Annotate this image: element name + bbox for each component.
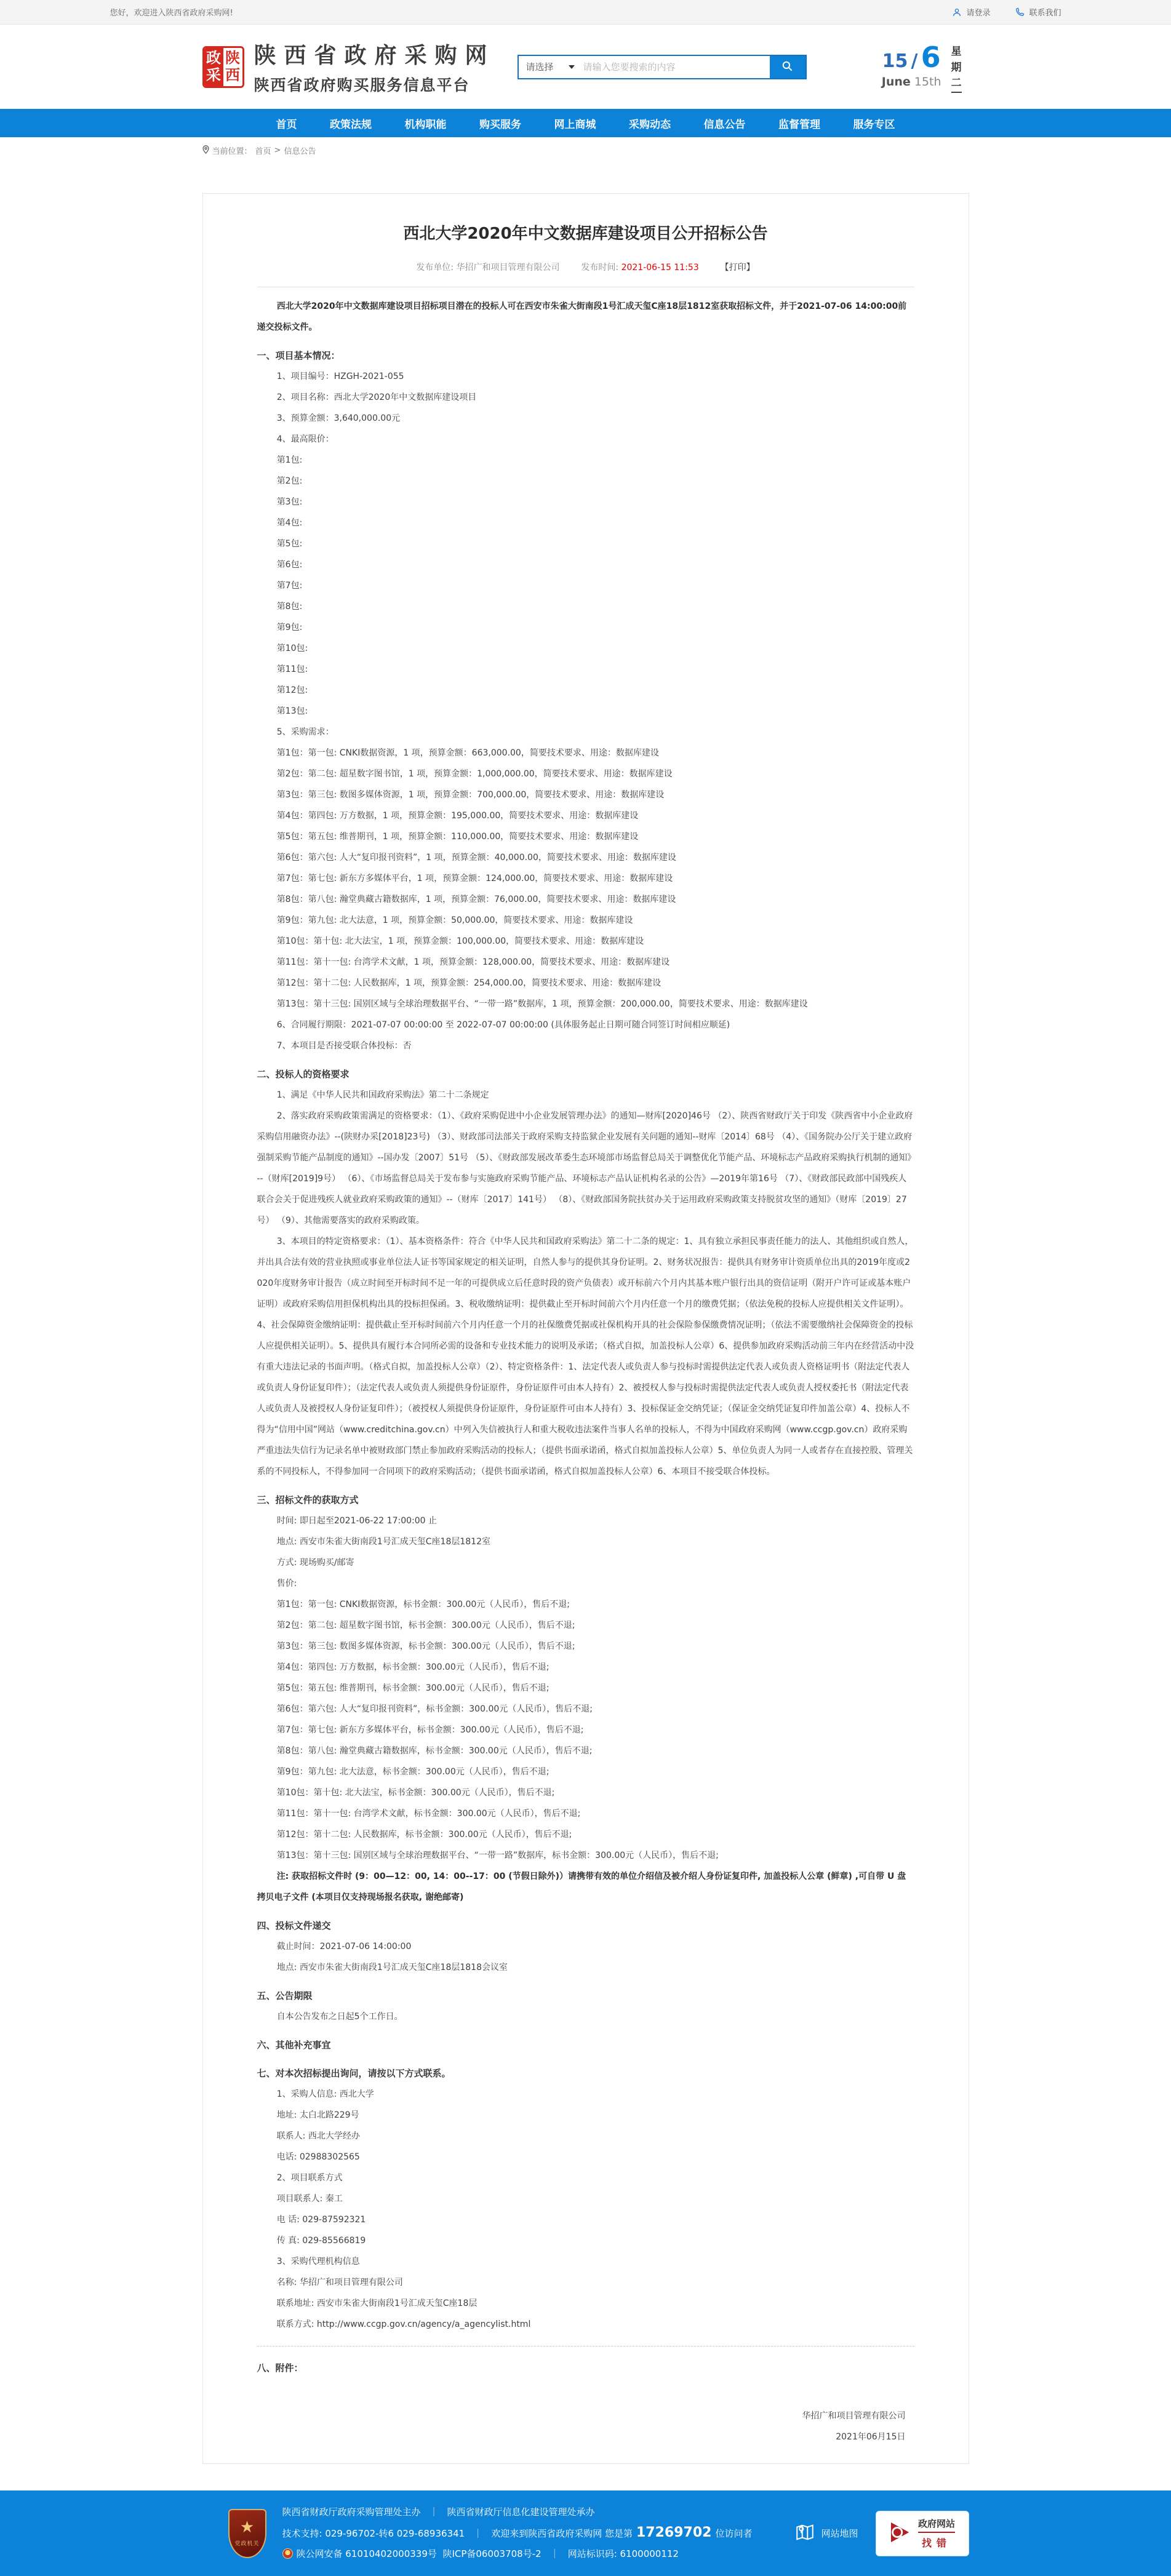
article-paragraph: 地点: 西安市朱雀大街南段1号汇成天玺C座18层1818会议室 (276, 1963, 508, 1972)
article-paragraph: 方式: 现场购买/邮寄 (276, 1558, 354, 1568)
article-paragraph: 时间: 即日起至2021-06-22 17:00:00 止 (276, 1516, 437, 1526)
article-paragraph: 第12包：第十二包: 人民数据库，标书金额：300.00元（人民币），售后不退; (276, 1830, 572, 1840)
map-icon (794, 2522, 815, 2545)
site-subtitle: 陕西省政府购买服务信息平台 (254, 76, 470, 94)
date-day: 15 (882, 50, 908, 73)
article-paragraph: 第11包：第十一包: 台湾学术文献，标书金额：300.00元（人民币），售后不退; (276, 1809, 581, 1819)
article-paragraph: 第9包: (276, 623, 303, 632)
footer-line-hosts: 陕西省财政厅政府采购管理处主办 ｜ 陕西省财政厅信息化建设管理处承办 (282, 2506, 595, 2518)
article-paragraph: 第2包：第二包: 超星数字图书馆，标书金额：300.00元（人民币），售后不退; (276, 1621, 575, 1630)
article-paragraph: 第4包：第四包: 万方数据，1 项，预算金额：195,000.00，简要技术要求、用途：数据库建设 (276, 811, 639, 821)
article-paragraph: 第6包：第六包: 人大“复印报刊资料”，1 项，预算金额：40,000.00，简要技术要求、用途：数据库建设 (276, 853, 676, 863)
article-paragraph: 项目联系人: 秦工 (276, 2194, 343, 2204)
article-paragraph: 第13包: (276, 706, 308, 716)
article-paragraph: 第10包: (276, 644, 308, 653)
nav-item-6[interactable]: 采购动态 (629, 118, 671, 131)
article-paragraph: 第3包：第三包: 数图多媒体资源，1 项，预算金额：700,000.00，简要技术要求、用途：数据库建设 (276, 790, 665, 800)
article-paragraph: 1、满足《中华人民共和国政府采购法》第二十二条规定 (276, 1090, 489, 1100)
article-paragraph: 第4包: (276, 518, 303, 528)
date-en-month: June (881, 75, 911, 89)
article-paragraph: 3、本项目的特定资格要求：（1）、基本资格条件：符合《中华人民共和国政府采购法》第二十二条的规定：1、具有独立承担民事责任能力的法人、其他组织或自然人，并出具合法有效的营业执照或事业单位法人证书等国家规定的相关证明，自然人参与的提供其身份证明。2、财务状况报告：提供具有财务审计资质单位出具的2019年度或2020年度财务审计报告（成立时间至开标时间不足一年的可提供成立后任意时段的资产负债表）或开标前六个月内其基本账户银行出具的资信证明（附开户许可证或基本账户证明）或政府采购信用担保机构出具的投标担保函。3、税收缴纳证明：提供截止至开标时间前六个月内任意一个月的缴费凭据；（依法免税的投标人应提供相关文件证明）。4、社会保障资金缴纳证明：提供截止至开标时间前六个月内任意一个月的社保缴费凭据或社保机构开具的社会保险参保缴费情况证明；（依法不需要缴纳社会保障资金的投标人应提供相关证明）。5、提供具有履行本合同所必需的设备和专业技术能力的说明及承诺；（格式自拟，加盖投标人公章）6、提供参加政府采购活动前三年内在经营活动中没有重大违法记录的书面声明。（格式自拟，加盖投标人公章）（2）、特定资格条件：1、法定代表人或负责人参与投标时需提供法定代表人或负责人资格证明书（附法定代表人或负责人身份证复印件）；（法定代表人或负责人须提供身份证原件，身份证原件可由本人持有）2、被授权人参与投标时需提供法定代表人或负责人授权委托书（附法定代表人或负责人及被授权人身份证复印件）；（被授权人须提供身份证原件，身份证原件可由本人持有）3、投标保证金交纳凭证；（保证金交纳凭证复印件加盖公章）4、投标人不得为“信用中国”网站（www.creditchina.gov.cn）中列入失信被执行人和重大税收违法案件当事人名单的投标人，不得为中国政府采购网（www.ccgp.gov.cn）政府采购严重违法失信行为记录名单中被财政部门禁止参加政府采购活动的投标人；（提供书面承诺函，格式自拟加盖投标人公章）5、单位负责人为同一人或者存在直接控股、管理关系的不同投标人，不得参加同一合同项下的政府采购活动；（提供书面承诺函，格式自拟加盖投标人公章）6、本项目不接受联合体投标。 (257, 1237, 914, 1477)
article-paragraph: 自本公告发布之日起5个工作日。 (276, 2012, 403, 2022)
section-heading: 五、公告期限 (257, 1990, 313, 2001)
article-paragraph: 第4包：第四包: 万方数据，标书金额：300.00元（人民币），售后不退; (276, 1662, 550, 1672)
date-widget: 15 / 6 June 15th 星 期 二 (882, 41, 969, 93)
main-nav-bar (0, 109, 1171, 137)
publisher-value: 华招广和项目管理有限公司 (456, 263, 560, 273)
article-paragraph: 第3包: (276, 497, 303, 507)
article-paragraph: 第11包：第十一包: 台湾学术文献，1 项，预算金额：128,000.00，简要技术要求、用途：数据库建设 (276, 957, 670, 967)
user-icon (952, 7, 962, 17)
article-paragraph: 第9包：第九包: 北大法意，标书金额：300.00元（人民币），售后不退; (276, 1767, 550, 1777)
article-paragraph: 第7包: (276, 581, 303, 591)
article-paragraph: 2、项目联系方式 (276, 2173, 343, 2183)
article-paragraph: 截止时间：2021-07-06 14:00:00 (276, 1942, 412, 1952)
article-paragraph: 第8包: (276, 602, 303, 612)
search-input[interactable] (582, 61, 770, 73)
article-paragraph: 电话: 02988302565 (276, 2152, 360, 2162)
nav-item-4[interactable]: 购买服务 (479, 118, 521, 131)
article-paragraph: 1、采购人信息: 西北大学 (276, 2089, 374, 2099)
article-paragraph: 第1包: (276, 455, 303, 465)
search-button[interactable] (770, 56, 805, 78)
section-heading: 六、其他补充事宜 (257, 2040, 331, 2051)
article-paragraph: 地点: 西安市朱雀大街南段1号汇成天玺C座18层1812室 (276, 1537, 490, 1547)
nav-item-1[interactable]: 首页 (276, 118, 297, 131)
error-finder-icon (889, 2519, 913, 2548)
breadcrumb: 当前位置： 首页 > 信息公告 (202, 145, 969, 156)
article-paragraph: 第10包：第十包: 北大法宝，1 项，预算金额：100,000.00，简要技术要求、用途：数据库建设 (276, 936, 644, 946)
article-paragraph: 电 话: 029-87592321 (276, 2215, 366, 2225)
article-paragraph: 5、采购需求： (276, 727, 334, 737)
nav-item-2[interactable]: 政策法规 (330, 118, 372, 131)
nav-item-8[interactable]: 监督管理 (778, 118, 820, 131)
article-paragraph: 4、最高限价： (276, 434, 334, 444)
article-paragraph: 3、预算金额：3,640,000.00元 (276, 413, 401, 423)
site-title: 陕西省政府采购网 (254, 43, 495, 68)
article-paragraph: 第12包：第十二包: 人民数据库，1 项，预算金额：254,000.00，简要技术要求、用途：数据库建设 (276, 978, 661, 988)
dashed-divider (257, 2346, 914, 2347)
article-paragraph: 传 真: 029-85566819 (276, 2236, 366, 2246)
weekday-label: 星 期 二 (951, 41, 962, 93)
article-paragraph: 联系人: 西北大学经办 (276, 2131, 360, 2141)
article-paragraph: 第8包：第八包: 瀚堂典藏古籍数据库，1 项，预算金额：76,000.00，简要技术要求、用途：数据库建设 (276, 895, 676, 904)
icp-link[interactable]: 陕ICP备06003708号-2 (442, 2548, 542, 2559)
section-heading: 四、投标文件递交 (257, 1920, 331, 1931)
section-heading: 一、项目基本情况： (257, 350, 340, 361)
search-category-select[interactable]: 请选择 (519, 60, 582, 73)
article-paragraph: 第6包：第六包: 人大“复印报刊资料”，标书金额：300.00元（人民币），售后不退; (276, 1704, 593, 1714)
article-paragraph: 第12包: (276, 685, 308, 695)
article-paragraph: 2、项目名称：西北大学2020年中文数据库建设项目 (276, 393, 477, 402)
article-paragraph: 售价: (276, 1579, 297, 1589)
article-paragraph: 2、落实政府采购政策需满足的资格要求：（1）、《政府采购促进中小企业发展管理办法》的通知—财库[2020]46号 （2）、陕西省财政厅关于印发《陕西省中小企业政府采购信用融资办法》--(陕财办采[2018]23号) （3）、财政部司法部关于政府采购支持监狱企业发展有关问题的通知--财库〔2014〕68号 （4）、《国务院办公厅关于建立政府强制采购节能产品制度的通知》--国办发〔2007〕51号 （5）、《财政部发展改革委生态环境部市场监督总局关于调整优化节能产品、环境标志产品政府采购执行机制的通知》--（财库[2019]9号） （6）、《市场监督总局关于发布参与实施政府采购节能产品、环境标志产品认证机构名录的公告》—2019年第16号 （7）、《财政部民政部中国残疾人联合会关于促进残疾人就业政府采购政策的通知》--（财库〔2017〕141号） （8）、《财政部国务院扶贫办关于运用政府采购政策支持脱贫攻坚的通知》（财库〔2019〕27号） （9）、其他需要落实的政府采购政策。 (257, 1111, 913, 1226)
article-paragraph: 第7包：第七包: 新东方多媒体平台，1 项，预算金额：124,000.00，简要技术要求、用途：数据库建设 (276, 874, 673, 883)
signature-line: 2021年06月15日 (836, 2432, 906, 2442)
section-heading: 七、对本次招标提出询问，请按以下方式联系。 (257, 2068, 451, 2079)
contact-link[interactable]: 联系我们 (1015, 6, 1061, 18)
section-heading: 二、投标人的资格要求 (257, 1069, 350, 1080)
footer-line-beian: 陕公网安备 61010402000339号 陕ICP备06003708号-2 ｜ 网站标识码: 6100000112 (282, 2544, 753, 2564)
search-bar (518, 55, 807, 79)
login-link[interactable]: 请登录 (952, 6, 990, 18)
article-paragraph: 第8包：第八包: 瀚堂典藏古籍数据库，标书金额：300.00元（人民币），售后不退; (276, 1746, 593, 1756)
site-logo: 政 采 陕 西 (202, 46, 244, 88)
article-paragraph: 名称: 华招广和项目管理有限公司 (276, 2278, 403, 2287)
article-meta (257, 261, 914, 273)
article-paragraph: 1、项目编号：HZGH-2021-055 (276, 372, 404, 381)
article-paragraph: 7、本项目是否接受联合体投标：否 (276, 1041, 412, 1051)
main-nav (202, 109, 969, 137)
article-paragraph: 第7包：第七包: 新东方多媒体平台，标书金额：300.00元（人民币），售后不退; (276, 1725, 584, 1735)
gov-site-error-report-badge[interactable]: 政府网站 找错 (876, 2511, 969, 2556)
article-paragraph: 3、采购代理机构信息 (276, 2257, 360, 2267)
phone-icon (1015, 7, 1025, 17)
welcome-text: 您好，欢迎进入陕西省政府采购网! (110, 9, 233, 18)
article-body (257, 296, 914, 2447)
article-paragraph: 注: 获取招标文件时 (9：00—12：00, 14：00--17：00 (节假日除外)）请携带有效的单位介绍信及被介绍人身份证复印件, 加盖投标人公章 (鲜章) ,可自带 U 盘拷贝电子文件 (本项目仅支持现场报名获取, 谢绝邮寄) (257, 1872, 906, 1902)
announcement-card (202, 193, 969, 2464)
section-heading: 八、附件： (257, 2363, 303, 2374)
article-paragraph: 第5包：第五包: 维普期刊，1 项，预算金额：110,000.00，简要技术要求、用途：数据库建设 (276, 832, 639, 842)
article-paragraph: 西北大学2020年中文数据库建设项目招标项目潜在的投标人可在西安市朱雀大街南段1号汇成天玺C座18层1812室获取招标文件，并于2021-07-06 14:00:00前递交投标文件。 (257, 301, 907, 332)
nav-item-9[interactable]: 服务专区 (853, 118, 895, 131)
police-badge-icon (282, 2548, 293, 2559)
section-heading: 三、招标文件的获取方式 (257, 1494, 359, 1505)
article-paragraph: 第5包: (276, 539, 303, 549)
article-paragraph: 6、合同履行期限：2021-07-07 00:00:00 至 2022-07-07 00:00:00 (具体服务起止日期可随合同签订时间相应顺延) (276, 1020, 730, 1030)
publish-time-value: 2021-06-15 11:53 (621, 263, 699, 273)
article-paragraph: 第13包：第十三包: 国别区域与全球治理数据平台、“一带一路”数据库，标书金额：300.00元（人民币），售后不退; (276, 1851, 719, 1860)
site-header (0, 25, 1171, 109)
article-paragraph: 第10包：第十包: 北大法宝，标书金额：300.00元（人民币），售后不退; (276, 1788, 555, 1798)
nav-item-5[interactable]: 网上商城 (554, 118, 596, 131)
article-paragraph: 第1包：第一包: CNKI数据资源，1 项，预算金额：663,000.00，简要技术要求、用途：数据库建设 (276, 748, 659, 758)
print-button[interactable]: 【打印】 (720, 263, 755, 273)
top-utility-bar (0, 0, 1171, 25)
article-paragraph: 第3包：第三包: 数图多媒体资源，标书金额：300.00元（人民币），售后不退; (276, 1641, 575, 1651)
beian-link[interactable]: 陕公网安备 61010402000339号 (296, 2548, 437, 2559)
article-paragraph: 第6包: (276, 560, 303, 570)
article-paragraph: 第9包：第九包: 北大法意，1 项，预算金额：50,000.00，简要技术要求、用途：数据库建设 (276, 915, 633, 925)
date-en-day: 15th (914, 75, 941, 89)
footer-line-support: 技术支持: 029-96702-转6 029-68936341 ｜ 欢迎来到陕西省政府采购网 您是第 17269702 位访问者 (282, 2525, 753, 2540)
breadcrumb-current[interactable]: 信息公告 (284, 147, 316, 156)
article-paragraph: 第1包：第一包: CNKI数据资源，标书金额：300.00元（人民币），售后不退; (276, 1600, 570, 1609)
search-icon (781, 60, 793, 74)
party-gov-badge-icon: ★ 党政机关 (228, 2509, 266, 2558)
page-title: 西北大学2020年中文数据库建设项目公开招标公告 (403, 225, 768, 243)
article-paragraph: 地址: 太白北路229号 (276, 2110, 359, 2120)
nav-item-7[interactable]: 信息公告 (703, 118, 746, 131)
spacer (257, 2379, 914, 2406)
article-paragraph: 第11包: (276, 664, 308, 674)
article-paragraph: 第2包: (276, 476, 303, 486)
article-paragraph: 第5包：第五包: 维普期刊，标书金额：300.00元（人民币），售后不退; (276, 1683, 550, 1693)
article-paragraph: 联系方式: http://www.ccgp.gov.cn/agency/a_agencylist.html (276, 2319, 531, 2329)
visitor-counter: 17269702 (636, 2525, 712, 2540)
site-footer (0, 2490, 1171, 2576)
publish-time-label: 发布时间: (581, 263, 621, 273)
nav-item-3[interactable]: 机构职能 (404, 118, 447, 131)
location-pin-icon (202, 145, 209, 156)
article-paragraph: 第2包：第二包: 超星数字图书馆，1 项，预算金额：1,000,000.00，简要技术要求、用途：数据库建设 (276, 769, 673, 779)
article-paragraph: 第13包：第十三包: 国别区域与全球治理数据平台、“一带一路”数据库，1 项，预算金额：200,000.00，简要技术要求、用途：数据库建设 (276, 999, 808, 1009)
publisher-label: 发布单位: (416, 263, 457, 273)
article-paragraph: 联系地址: 西安市朱雀大街南段1号汇成天玺C座18层 (276, 2299, 478, 2308)
date-month: 6 (921, 41, 941, 74)
breadcrumb-home[interactable]: 首页 (255, 147, 271, 156)
sitemap-link[interactable]: 网站地图 (794, 2522, 858, 2545)
signature-line: 华招广和项目管理有限公司 (802, 2411, 906, 2421)
chevron-down-icon (569, 65, 575, 69)
